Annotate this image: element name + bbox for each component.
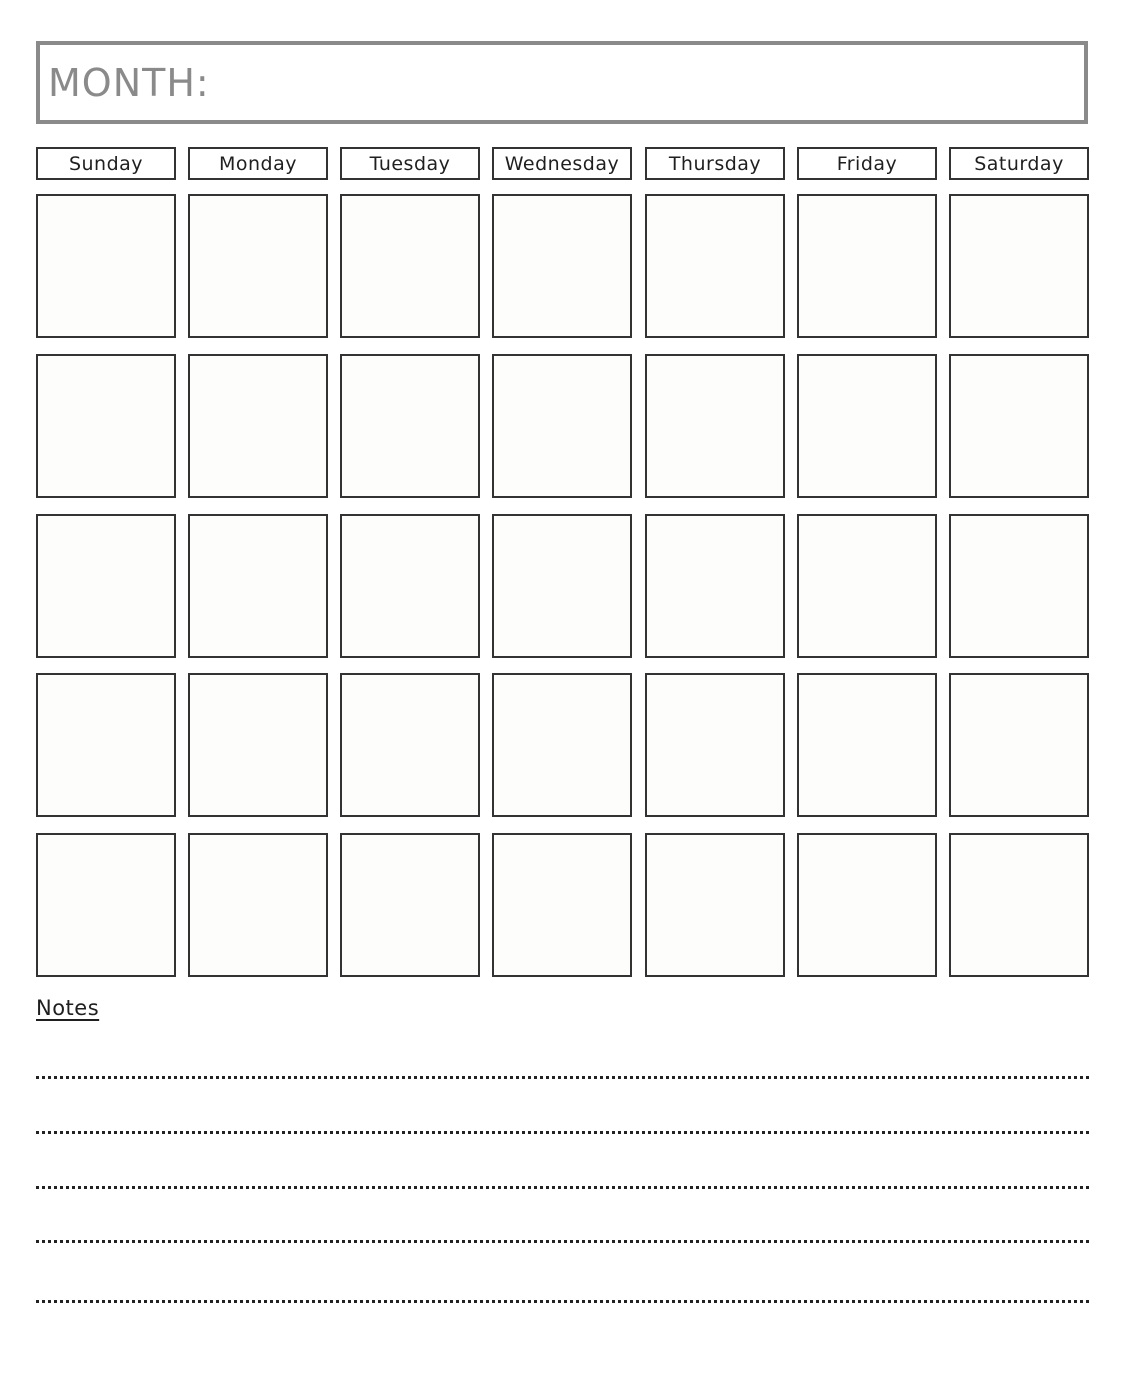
- weekday-header-friday: Friday: [797, 147, 937, 180]
- day-cell[interactable]: [188, 194, 328, 338]
- notes-title: Notes: [36, 996, 100, 1020]
- day-cell[interactable]: [949, 514, 1089, 658]
- note-line[interactable]: [36, 1076, 1089, 1079]
- day-cell[interactable]: [949, 354, 1089, 498]
- weekday-header-monday: Monday: [188, 147, 328, 180]
- weekday-header-thursday: Thursday: [645, 147, 785, 180]
- day-cell[interactable]: [188, 354, 328, 498]
- weekday-header-sunday: Sunday: [36, 147, 176, 180]
- note-line[interactable]: [36, 1186, 1089, 1189]
- day-cell[interactable]: [949, 194, 1089, 338]
- day-cell[interactable]: [340, 514, 480, 658]
- day-cell[interactable]: [645, 354, 785, 498]
- day-cell[interactable]: [340, 194, 480, 338]
- day-cell[interactable]: [36, 354, 176, 498]
- day-cell[interactable]: [645, 514, 785, 658]
- day-cell[interactable]: [340, 673, 480, 817]
- day-cell[interactable]: [188, 833, 328, 977]
- day-cell[interactable]: [645, 194, 785, 338]
- day-cell[interactable]: [340, 354, 480, 498]
- day-cell[interactable]: [492, 194, 632, 338]
- day-cell[interactable]: [492, 673, 632, 817]
- day-cell[interactable]: [797, 833, 937, 977]
- day-cell[interactable]: [797, 194, 937, 338]
- day-cell[interactable]: [492, 833, 632, 977]
- day-cell[interactable]: [492, 354, 632, 498]
- day-cell[interactable]: [797, 354, 937, 498]
- day-cell[interactable]: [340, 833, 480, 977]
- month-field[interactable]: [36, 41, 1088, 124]
- day-cell[interactable]: [797, 673, 937, 817]
- day-cell[interactable]: [492, 514, 632, 658]
- note-line[interactable]: [36, 1240, 1089, 1243]
- day-cell[interactable]: [36, 833, 176, 977]
- day-cell[interactable]: [797, 514, 937, 658]
- day-cell[interactable]: [645, 833, 785, 977]
- day-cell[interactable]: [949, 833, 1089, 977]
- weekday-header-wednesday: Wednesday: [492, 147, 632, 180]
- day-cell[interactable]: [188, 514, 328, 658]
- weekday-header-saturday: Saturday: [949, 147, 1089, 180]
- weekday-header-tuesday: Tuesday: [340, 147, 480, 180]
- day-cell[interactable]: [949, 673, 1089, 817]
- day-cell[interactable]: [188, 673, 328, 817]
- day-cell[interactable]: [36, 194, 176, 338]
- day-cell[interactable]: [36, 514, 176, 658]
- month-label: MONTH:: [48, 61, 210, 105]
- note-line[interactable]: [36, 1131, 1089, 1134]
- day-cell[interactable]: [36, 673, 176, 817]
- note-line[interactable]: [36, 1300, 1089, 1303]
- day-cell[interactable]: [645, 673, 785, 817]
